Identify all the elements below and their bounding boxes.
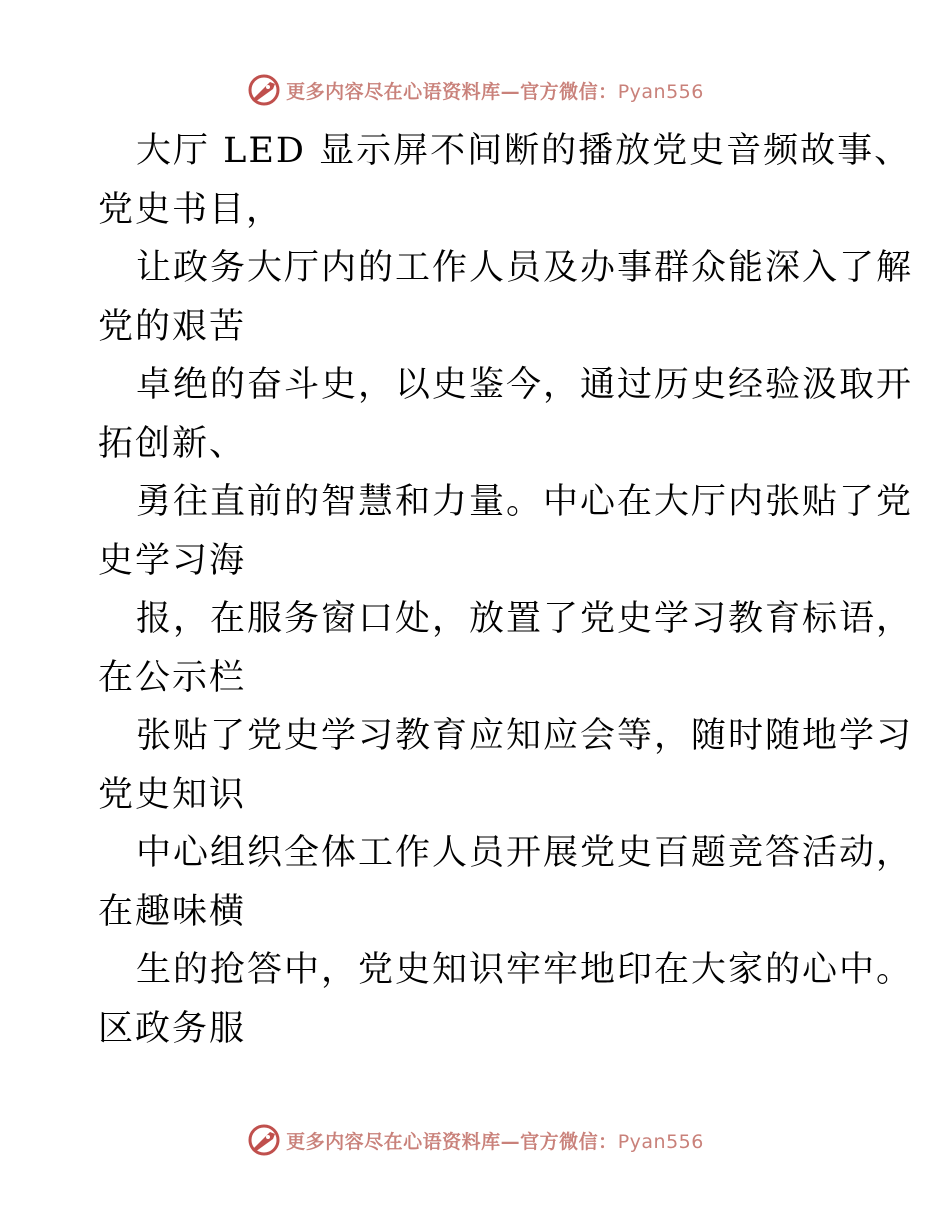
text-line: 让政务大厅内的工作人员及办事群众能深入了解 — [136, 248, 914, 288]
pen-nib-logo-icon — [246, 72, 282, 108]
text-line: 在趣味横 — [98, 891, 247, 932]
header-banner — [0, 70, 950, 110]
text-line: 党史书目， — [98, 189, 284, 230]
text-line: 中心组织全体工作人员开展党史百题竞答活动， — [136, 833, 914, 873]
text-line: 报，在服务窗口处，放置了党史学习教育标语， — [136, 599, 914, 639]
text-line: 党史知识 — [98, 774, 247, 815]
text-line: 张贴了党史学习教育应知应会等，随时随地学习 — [136, 716, 914, 756]
text-line: 卓绝的奋斗史，以史鉴今，通过历史经验汲取开 — [136, 365, 914, 405]
text-line: 党的艰苦 — [98, 306, 247, 347]
text-line: 区政务服 — [98, 1008, 247, 1049]
pen-nib-logo-icon — [246, 1122, 282, 1158]
text-line: 在公示栏 — [98, 657, 247, 698]
text-line: 生的抢答中，党史知识牢牢地印在大家的心中。 — [136, 950, 914, 990]
text-line: 史学习海 — [98, 540, 247, 581]
banner-text: 更多内容尽在心语资料库—官方微信：Pyan556 — [286, 80, 704, 103]
text-line: 勇往直前的智慧和力量。中心在大厅内张贴了党 — [136, 482, 914, 522]
text-line: 大厅 LED 显示屏不间断的播放党史音频故事、 — [136, 131, 912, 171]
banner-text: 更多内容尽在心语资料库—官方微信：Pyan556 — [286, 1130, 704, 1153]
footer-banner — [0, 1120, 950, 1160]
document-body — [98, 122, 914, 1058]
text-line: 拓创新、 — [98, 423, 247, 464]
